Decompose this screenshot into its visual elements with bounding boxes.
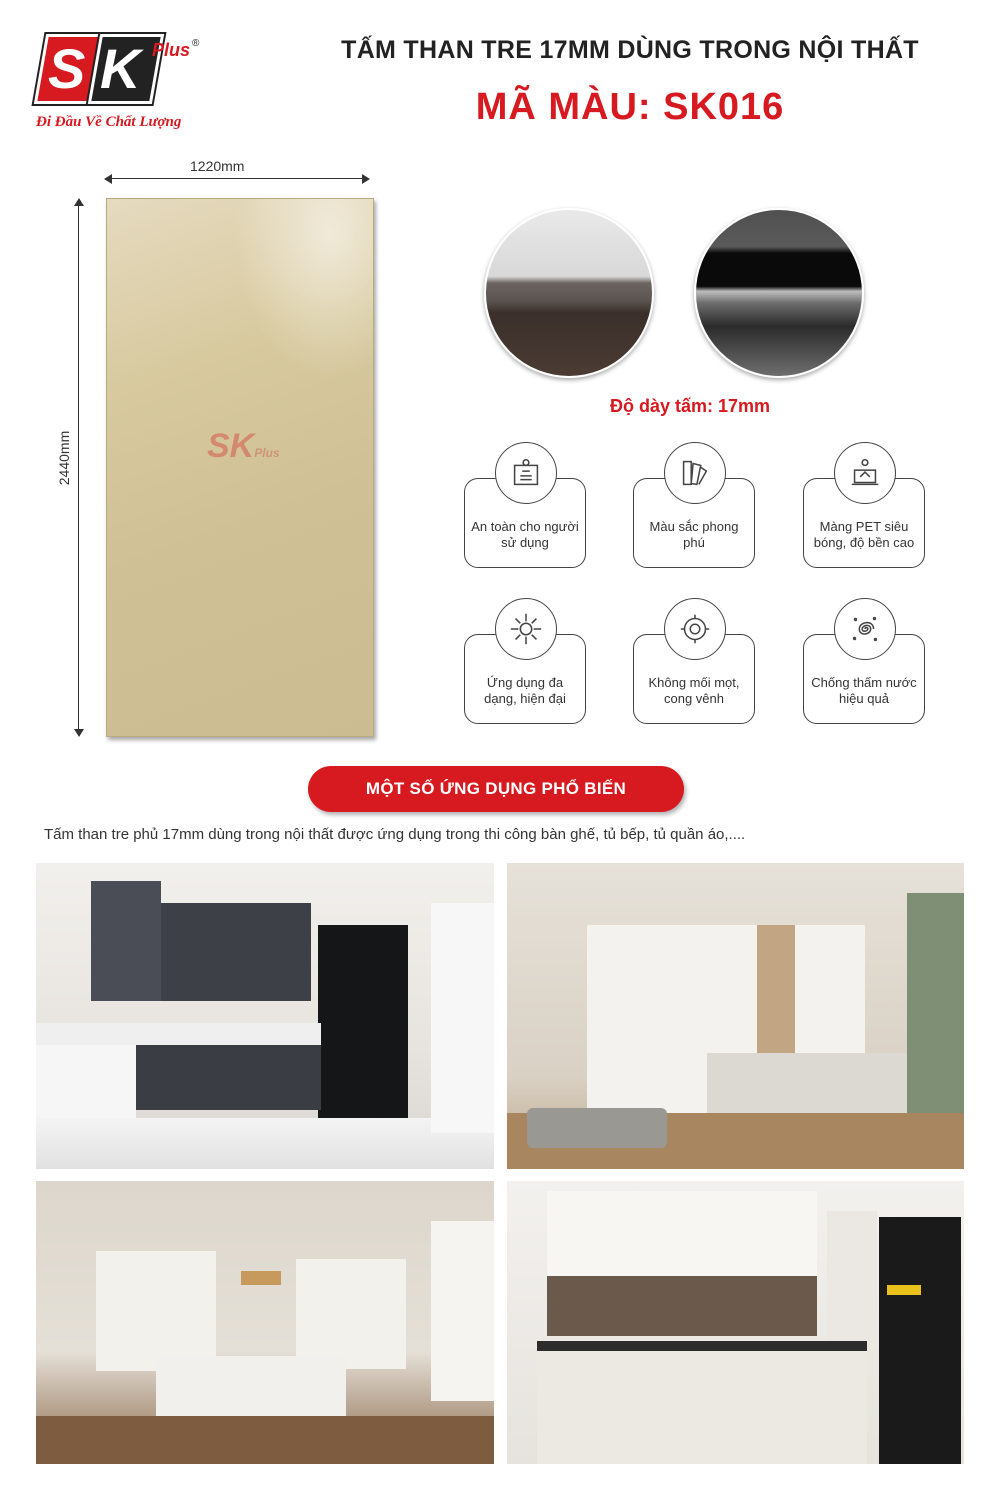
edge-closeup-image-1 [484,208,654,378]
section-intro: Tấm than tre phủ 17mm dùng trong nội thất được ứng dụng trong thi công bàn ghế, tủ bếp, tủ quần áo,.... [44,826,746,843]
person-board-icon [495,442,557,504]
panel-reflection [233,199,373,379]
arrow-down-icon [74,729,84,737]
kitchen-photo-dark-cabinets [36,863,494,1169]
panel-width-label: 1220mm [190,158,245,174]
arrow-left-icon [104,174,112,184]
feature-label: Màu sắc phong phú [649,519,739,550]
edge-closeup-image-2 [694,208,864,378]
arrows-gear-icon [495,598,557,660]
logo-letter-k: K [100,37,141,100]
feature-label: Màng PET siêu bóng, độ bền cao [813,519,915,550]
logo-letter-s: S [48,37,86,100]
width-dimension-line [106,178,368,179]
panel-watermark: SKPlus [207,427,280,465]
laptop-network-icon [834,442,896,504]
arrow-right-icon [362,174,370,184]
arrow-up-icon [74,198,84,206]
brand-logo [36,28,206,138]
page-title: TẤM THAN TRE 17MM DÙNG TRONG NỘI THẤT [341,36,919,64]
thickness-label: Độ dày tấm: 17mm [609,396,771,416]
logo-mark [40,34,160,98]
logo-registered-mark: ® [192,38,200,49]
spiral-drops-icon [834,598,896,660]
color-swatches-icon [664,442,726,504]
section-title: MỘT SỐ ỨNG DỤNG PHỔ BIẾN [308,766,684,812]
height-dimension-line [78,200,79,735]
gear-ring-icon [664,598,726,660]
feature-label: Ứng dụng đa dạng, hiện đại [484,675,566,706]
kitchen-photo-white-island [36,1181,494,1464]
feature-label: Chống thấm nước hiệu quả [811,675,917,706]
bedroom-photo-white-wardrobe [507,863,964,1169]
panel-height-label: 2440mm [56,430,72,486]
feature-label: Không mối mọt, cong vênh [648,675,740,706]
color-code: MÃ MÀU: SK016 [475,86,785,128]
kitchen-photo-modern-beige [507,1181,964,1464]
feature-label: An toàn cho người sử dụng [471,519,579,550]
brand-slogan: Đi Đầu Về Chất Lượng [36,114,182,130]
logo-plus: Plus [152,40,191,60]
panel-sample-image [106,198,374,737]
